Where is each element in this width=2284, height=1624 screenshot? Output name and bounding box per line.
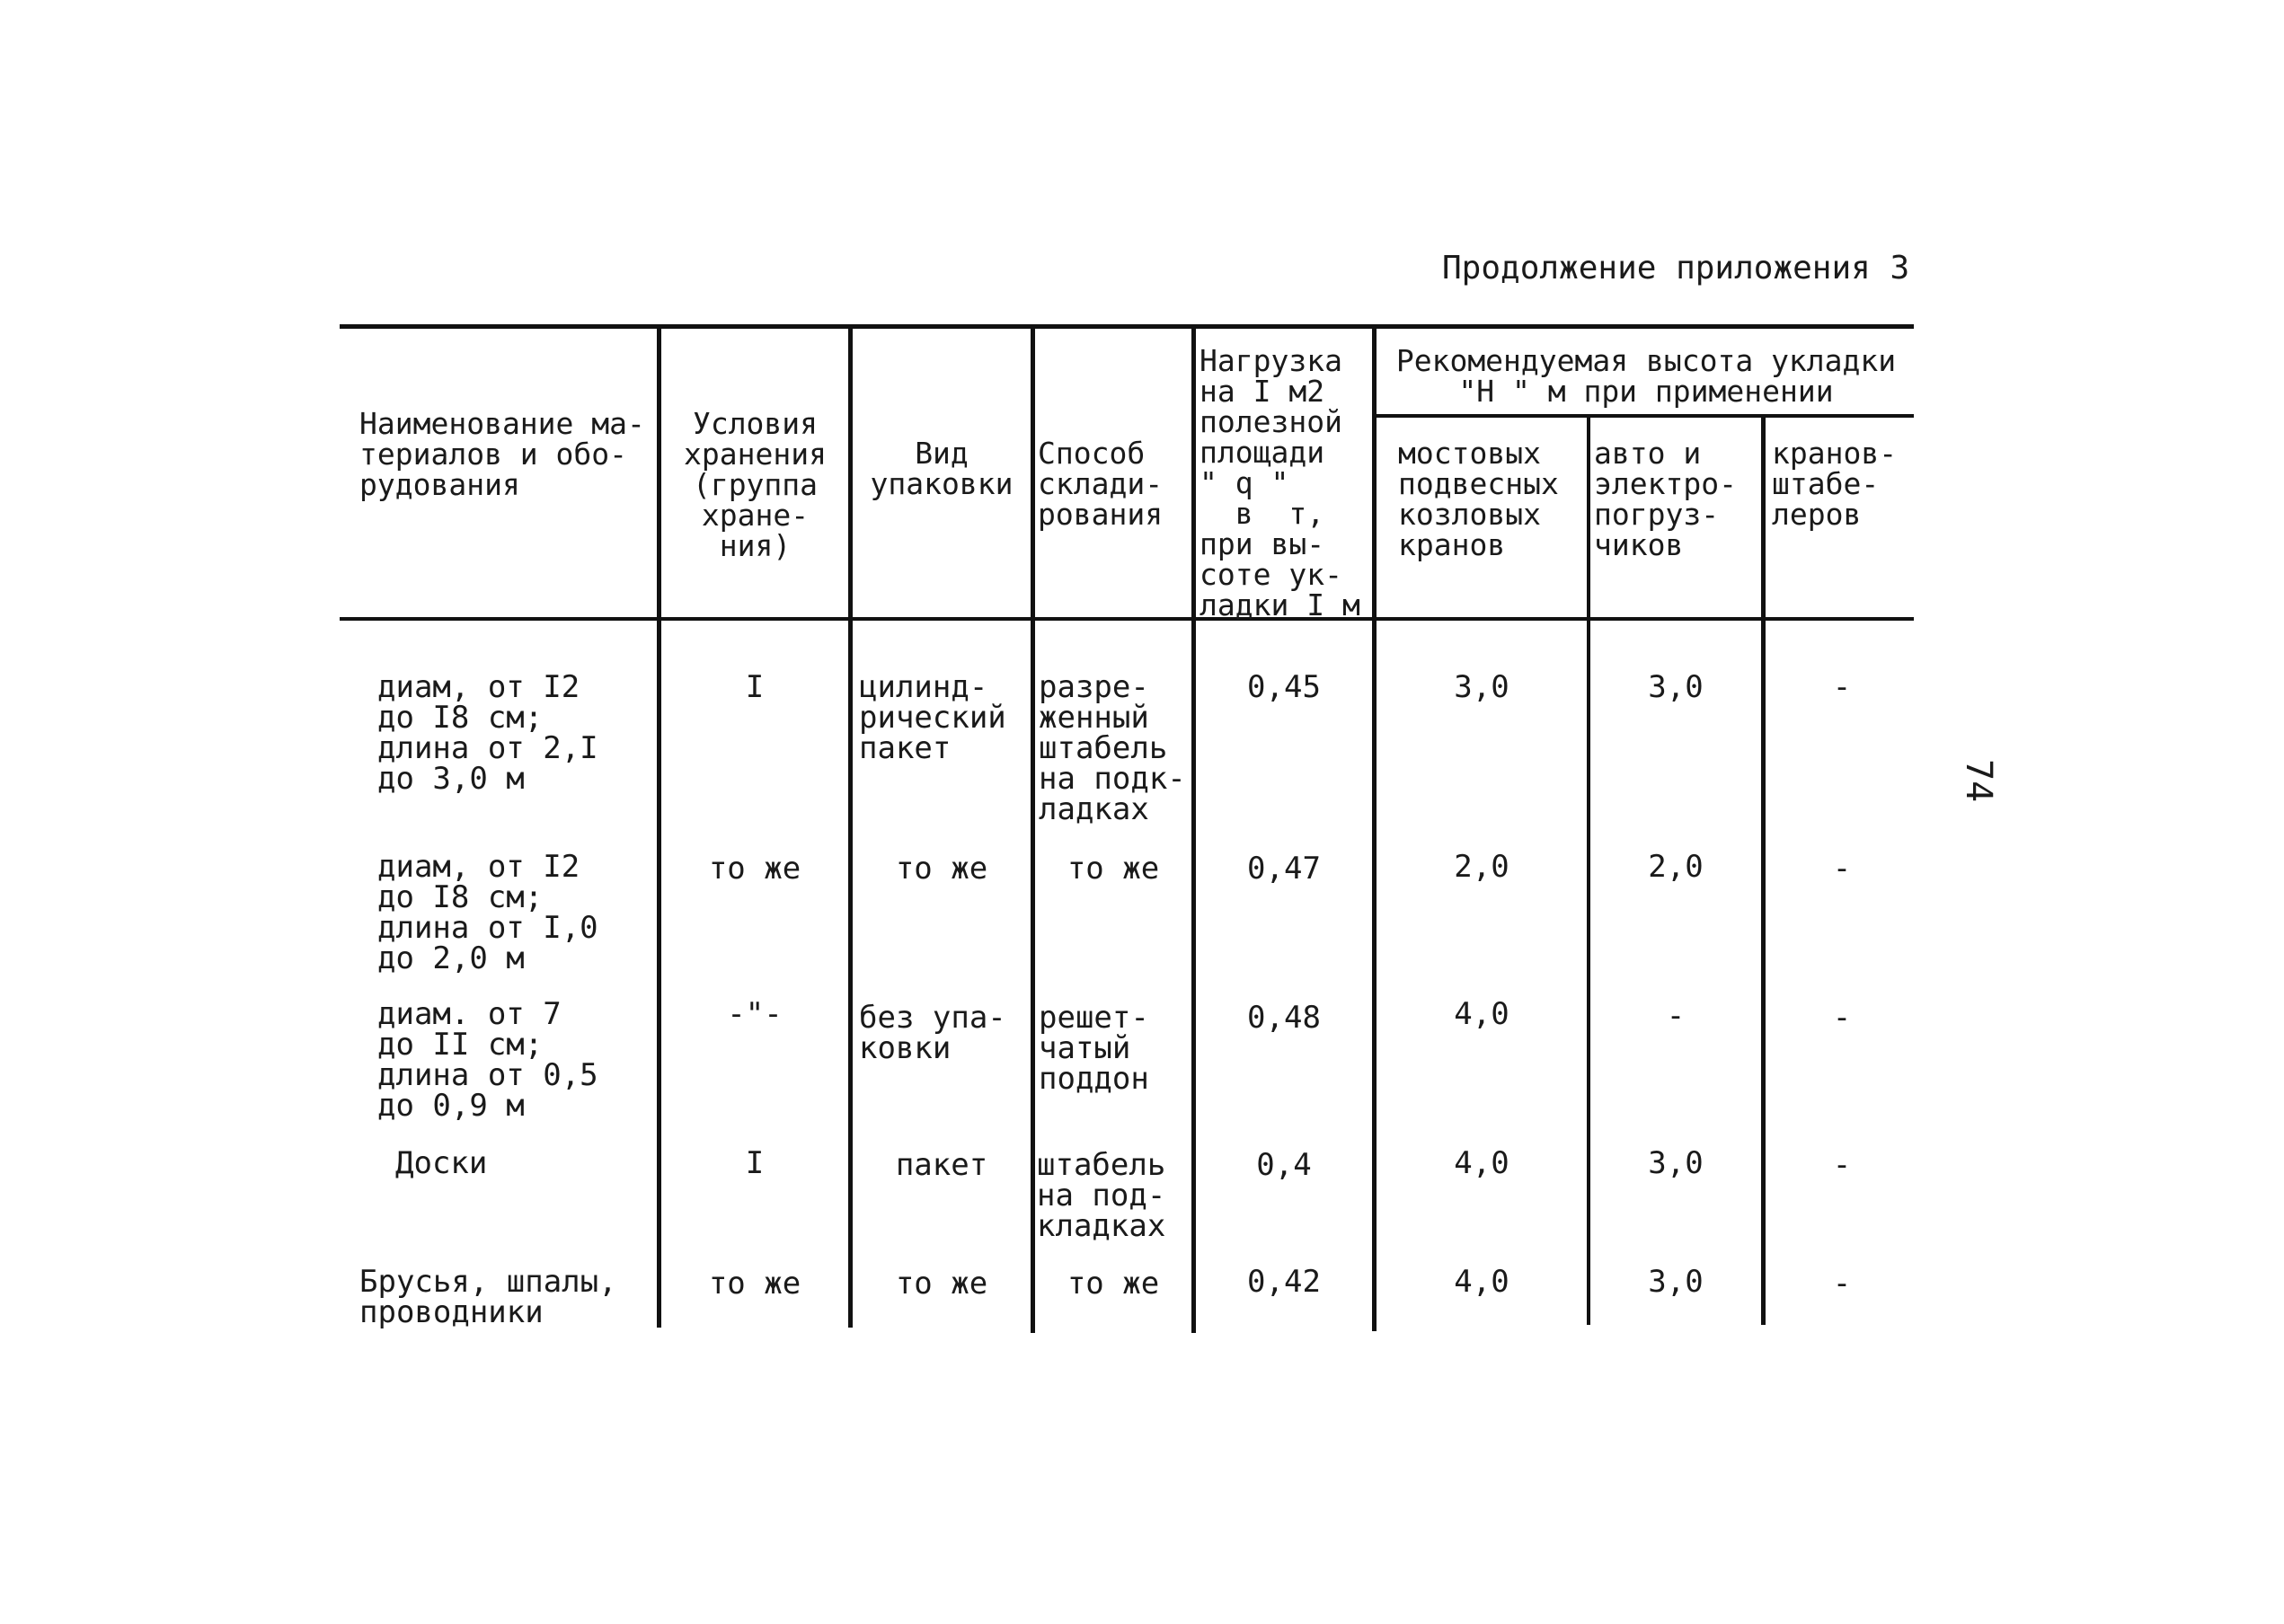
header-height-group: Рекомендуемая высота укладки "Н " м при применении <box>1395 343 1897 409</box>
row-4-stacker: - <box>1832 1147 1852 1183</box>
row-1-load: 0,45 <box>1247 669 1321 705</box>
row-5-conditions: то же <box>708 1266 801 1302</box>
row-3-stacker: - <box>1832 1000 1852 1036</box>
row-5-auto: 3,0 <box>1648 1264 1704 1300</box>
header-method: Способ склади- рования <box>1038 436 1164 532</box>
row-5-name: Брусья, шпалы, проводники <box>359 1264 617 1330</box>
row-4-package: пакет <box>895 1147 988 1183</box>
page-number: 74 <box>1958 759 1999 803</box>
row-4-load: 0,4 <box>1256 1147 1312 1183</box>
height-group-rule <box>1375 414 1914 418</box>
column-divider <box>1191 327 1196 1333</box>
row-2-method: то же <box>1067 851 1160 887</box>
header-load: Нагрузка на I м2 полезной площади " q " в т, при вы- соте ук- ладки I м <box>1200 343 1360 622</box>
row-4-method: штабель на под- кладках <box>1037 1147 1166 1244</box>
header-name: Наименование ма- териалов и обо- рудования <box>359 406 645 502</box>
row-2-bridge: 2,0 <box>1454 849 1509 885</box>
row-5-bridge: 4,0 <box>1454 1264 1509 1300</box>
row-1-conditions: I <box>745 669 765 705</box>
row-1-stacker: - <box>1832 669 1852 705</box>
document-caption: Продолжение приложения 3 <box>1442 250 1910 287</box>
header-bridge-cranes: мостовых подвесных козловых кранов <box>1398 436 1559 562</box>
row-4-conditions: I <box>745 1145 765 1181</box>
column-divider <box>1031 327 1035 1333</box>
row-1-bridge: 3,0 <box>1454 669 1509 705</box>
row-2-auto: 2,0 <box>1648 849 1704 885</box>
table-top-rule <box>340 324 1914 329</box>
row-5-package: то же <box>895 1266 988 1302</box>
row-1-package: цилинд- рический пакет <box>859 669 1006 766</box>
row-5-stacker: - <box>1832 1266 1852 1302</box>
row-2-stacker: - <box>1832 851 1852 887</box>
header-forklifts: авто и электро- погруз- чиков <box>1594 436 1737 562</box>
header-conditions: Условия хранения (группа хране- ния) <box>684 406 827 563</box>
column-divider <box>1372 327 1377 1331</box>
row-1-auto: 3,0 <box>1648 669 1704 705</box>
header-package: Вид упаковки <box>870 436 1014 501</box>
row-3-auto: - <box>1666 998 1686 1034</box>
header-bottom-rule <box>340 617 1914 621</box>
row-3-load: 0,48 <box>1247 1000 1321 1036</box>
row-3-package: без упа- ковки <box>859 1000 1006 1066</box>
row-1-method: разре- женный штабель на подк- ладках <box>1039 669 1186 827</box>
row-4-name: Доски <box>395 1145 488 1181</box>
row-5-method: то же <box>1067 1266 1160 1302</box>
row-5-load: 0,42 <box>1247 1264 1321 1300</box>
row-3-method: решет- чатый поддон <box>1039 1000 1149 1097</box>
row-2-load: 0,47 <box>1247 851 1321 887</box>
row-3-name: диам. от 7 до II см; длина от 0,5 до 0,9 м <box>377 996 598 1124</box>
row-2-package: то же <box>895 851 988 887</box>
row-4-bridge: 4,0 <box>1454 1145 1509 1181</box>
header-stacker-cranes: кранов- штабе- леров <box>1772 436 1898 532</box>
row-4-auto: 3,0 <box>1648 1145 1704 1181</box>
row-2-name: диам, от I2 до I8 см; длина от I,0 до 2,0 м <box>377 849 598 976</box>
row-3-bridge: 4,0 <box>1454 996 1509 1032</box>
row-1-name: диам, от I2 до I8 см; длина от 2,I до 3,0 м <box>377 669 598 797</box>
row-3-conditions: -"- <box>727 996 783 1032</box>
row-2-conditions: то же <box>708 851 801 887</box>
